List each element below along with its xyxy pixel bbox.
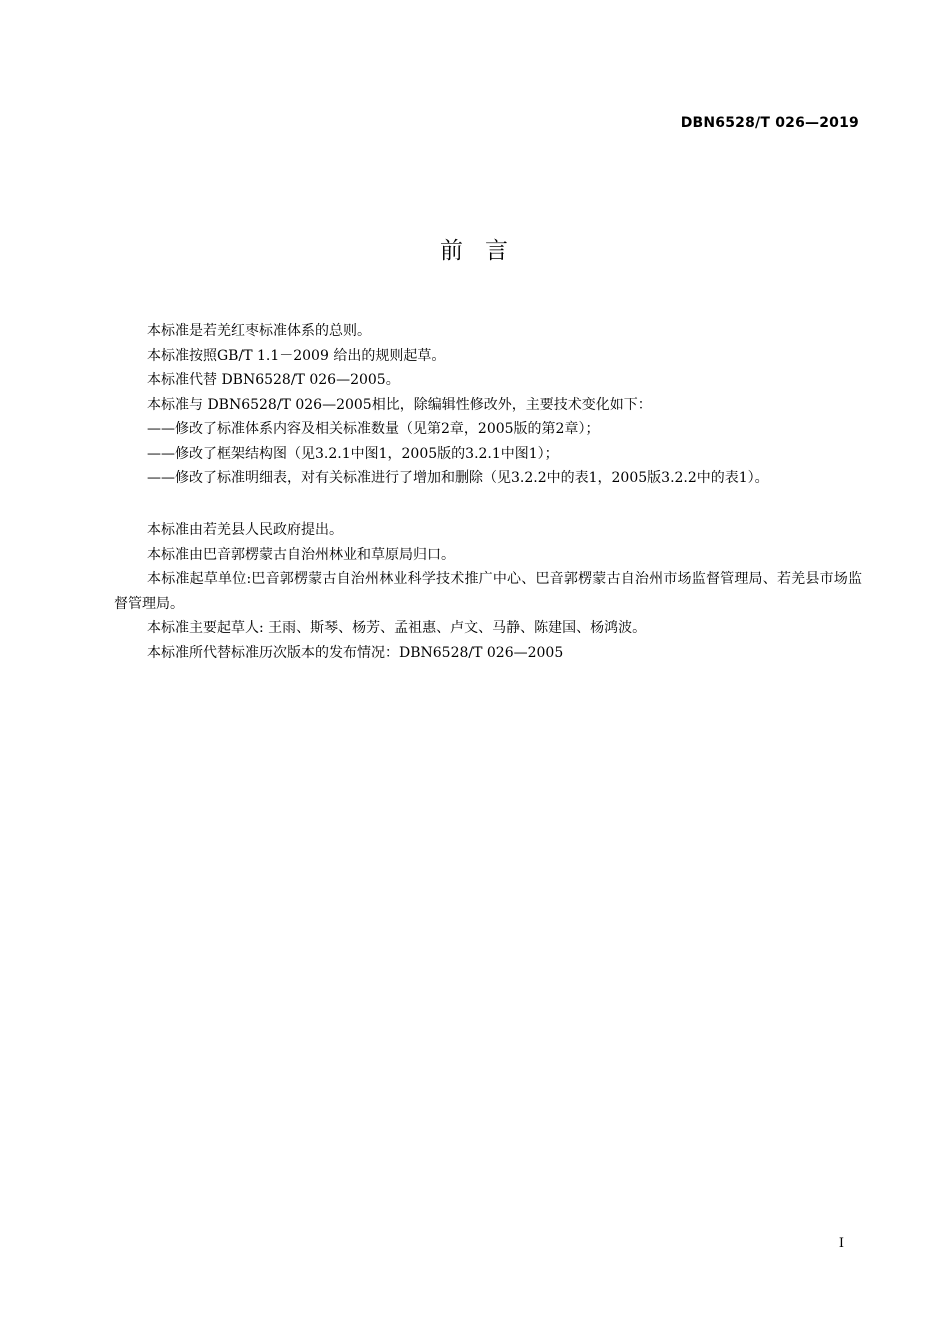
list-item-change-3: ——修改了标准明细表，对有关标准进行了增加和删除（见3.2.2中的表1，2005版3.2.2中的表1）。 — [147, 470, 769, 486]
paragraph-scope: 本标准是若羌红枣标准体系的总则。 — [147, 323, 371, 339]
paragraph-version-history: 本标准所代替标准历次版本的发布情况：DBN6528/T 026—2005 — [147, 644, 564, 661]
paragraph-drafting-rules: 本标准按照GB/T 1.1－2009 给出的规则起草。 — [147, 347, 446, 364]
foreword-section-authors — [114, 518, 862, 665]
list-item-change-2: ——修改了框架结构图（见3.2.1中图1，2005版的3.2.1中图1）； — [147, 445, 559, 462]
page-number: I — [838, 1236, 844, 1251]
paragraph-administrator: 本标准由巴音郭楞蒙古自治州林业和草原局归口。 — [147, 546, 455, 563]
document-code: DBN6528/T 026—2019 — [680, 115, 859, 131]
paragraph-drafting-units: 本标准起草单位:巴音郭楞蒙古自治州林业科学技术推广中心、巴音郭楞蒙古自治州市场监督管理局、若羌县市场监督管理局。 — [114, 571, 862, 612]
paragraph-drafters: 本标准主要起草人: 王雨、斯琴、杨芳、孟祖惠、卢文、马静、陈建国、杨鸿波。 — [147, 620, 647, 636]
paragraph-main-changes: 本标准与 DBN6528/T 026—2005相比，除编辑性修改外，主要技术变化如下： — [147, 396, 652, 413]
foreword-section-changes — [114, 319, 862, 491]
page-title: 前言 — [440, 238, 530, 264]
paragraph-replaces: 本标准代替 DBN6528/T 026—2005。 — [147, 372, 400, 388]
list-item-change-1: ——修改了标准体系内容及相关标准数量（见第2章，2005版的第2章）； — [147, 421, 600, 437]
paragraph-proposer: 本标准由若羌县人民政府提出。 — [147, 522, 343, 538]
